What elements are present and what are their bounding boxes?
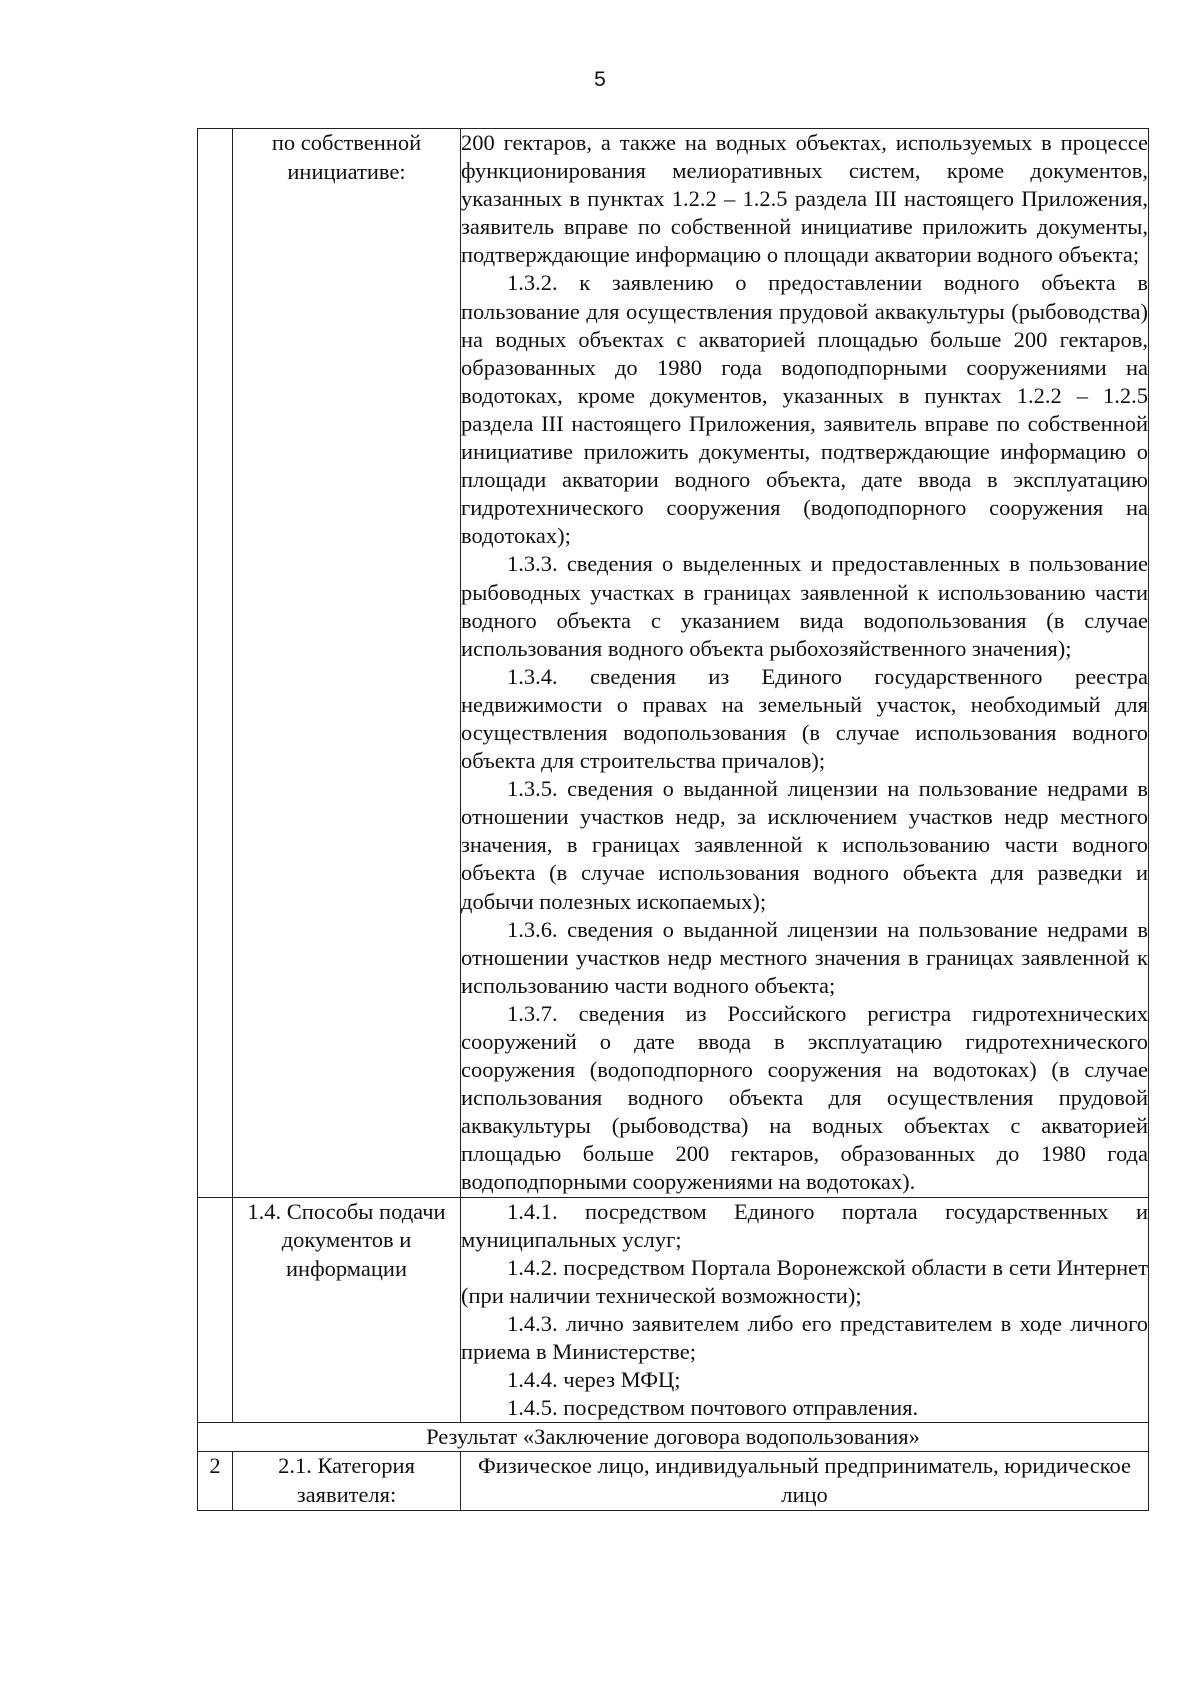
paragraph: 1.3.3. сведения о выделенных и предоставленных в пользование рыбоводных участках в границах заявленной к использованию части водного объекта с указанием вида водопользования (в случае использования водного объекта рыбохозяйственного значения); (461, 551, 1148, 661)
paragraph: 1.3.6. сведения о выданной лицензии на пользование недрами в отношении участков недр местного значения в границах заявленной к использованию части водного объекта; (461, 916, 1148, 998)
row-number-cell (198, 1197, 233, 1423)
paragraph: 1.4.2. посредством Портала Воронежской области в сети Интернет (при наличии технической возможности); (461, 1254, 1148, 1308)
row-content (461, 1197, 1149, 1423)
row-content (461, 129, 1149, 1198)
row-content: Физическое лицо, индивидуальный предприниматель, юридическое лицо (461, 1452, 1149, 1510)
paragraph: 1.3.2. к заявлению о предоставлении водного объекта в пользование для осуществления прудовой аквакультуры (рыбоводства) на водных объектах с акваторией площадью больше 200 гектаров, образованных до 1980 года водоподпорными сооружениями на водотоках, кроме документов, указанных в пунктах 1.2.2 – 1.2.5 раздела III настоящего Приложения, заявитель вправе по собственной инициативе приложить документы, подтверждающие информацию о площади акватории водного объекта, дате ввода в эксплуатацию гидротехнического сооружения (водоподпорного сооружения на водотоках); (461, 270, 1148, 549)
paragraph: 1.3.7. сведения из Российского регистра гидротехнических сооружений о дате ввода в эксплуатацию гидротехнического сооружения (водоподпорного сооружения на водотоках) (в случае использования водного объекта для осуществления прудовой аквакультуры (рыбоводства) на водных объектах с акваторией площадью больше 200 гектаров, образованных до 1980 года водоподпорными сооружениями на водотоках). (461, 1000, 1148, 1195)
result-header: Результат «Заключение договора водопользования» (198, 1423, 1149, 1452)
row-number: 2 (198, 1452, 233, 1510)
paragraph: 1.4.5. посредством почтового отправления. (507, 1395, 919, 1421)
paragraph: 1.4.3. лично заявителем либо его представителем в ходе личного приема в Министерстве; (461, 1310, 1148, 1365)
row-label: 1.4. Способы подачи документов и информации (233, 1197, 461, 1423)
services-table (197, 128, 1149, 1511)
row-label: по собственной инициативе: (233, 129, 461, 1198)
table-row (198, 129, 1149, 1198)
paragraph: 1.3.5. сведения о выданной лицензии на пользование недрами в отношении участков недр, за исключением участков недр местного значения, в границах заявленной к использованию части водного объекта (в случае использования водного объекта для разведки и добычи полезных ископаемых); (461, 776, 1148, 914)
row-number-cell (198, 129, 233, 1198)
paragraph: 1.3.4. сведения из Единого государственного реестра недвижимости о правах на земельный участок, необходимый для осуществления водопользования (в случае использования водного объекта для строительства причалов); (461, 663, 1148, 774)
page-number: 5 (594, 68, 606, 91)
table-row (198, 1197, 1149, 1423)
paragraph: 1.4.1. посредством Единого портала государственных и муниципальных услуг; (461, 1198, 1148, 1252)
table-row (198, 1423, 1149, 1452)
row-label: 2.1. Категория заявителя: (233, 1452, 461, 1510)
table-row (198, 1452, 1149, 1510)
paragraph: 1.4.4. через МФЦ; (507, 1367, 681, 1393)
paragraph: 200 гектаров, а также на водных объектах, используемых в процессе функционирования мелиоративных систем, кроме документов, указанных в пунктах 1.2.2 – 1.2.5 раздела III настоящего Приложения, заявитель вправе по собственной инициативе приложить документы, подтверждающие информацию о площади акватории водного объекта; (461, 130, 1148, 268)
